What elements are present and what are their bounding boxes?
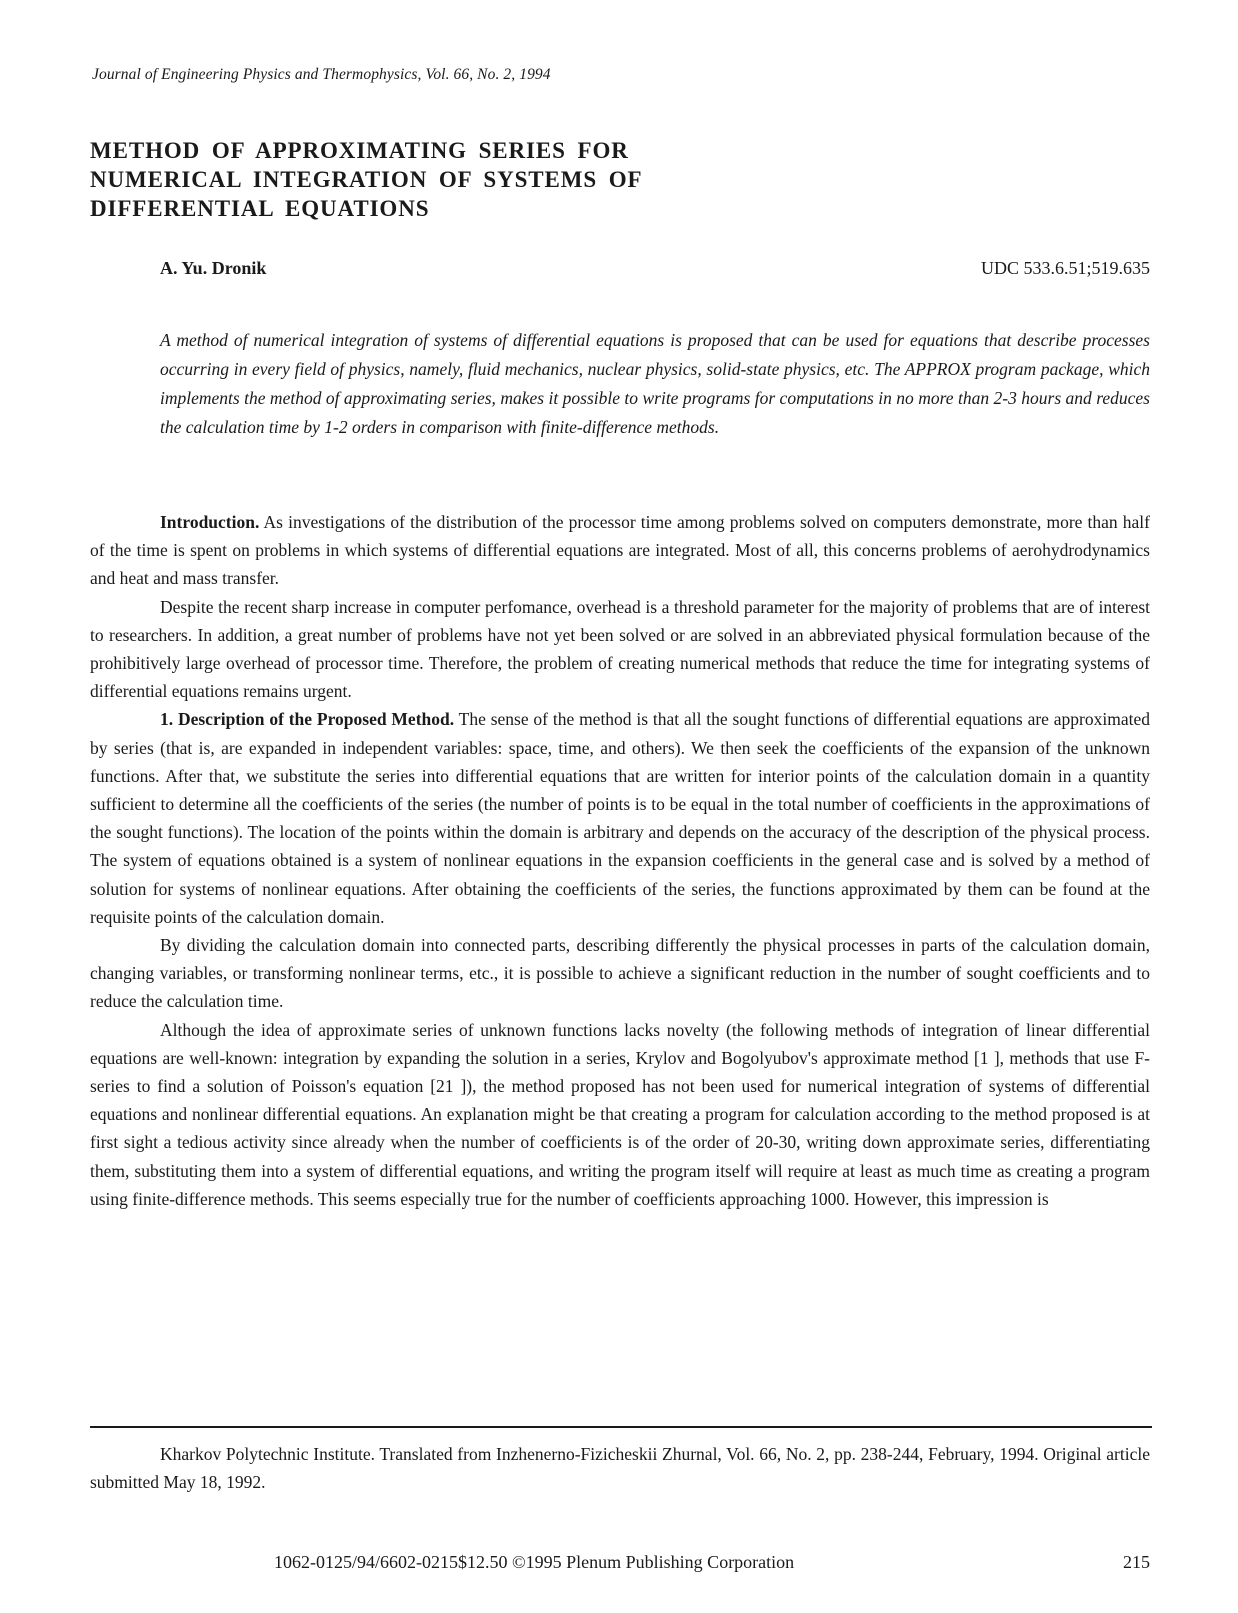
udc-code: UDC 533.6.51;519.635: [980, 258, 1150, 278]
article-title: METHOD OF APPROXIMATING SERIES FOR NUMERICAL INTEGRATION OF SYSTEMS OF DIFFERENTIAL EQUATIONS: [90, 138, 643, 221]
publication-code: 1062-0125/94/6602-0215$12.50 ©1995 Plenum Publishing Corporation: [274, 1552, 795, 1572]
body-paragraph-2: Despite the recent sharp increase in computer perfomance, overhead is a threshold parameter for the majority of problems that are of interest to researchers. In addition, a great number of problems have not yet been solved or are solved in an abbreviated physical formulation because of the prohibitively large overhead of processor time. Therefore, the problem of creating numerical methods that reduce the time for integrating systems of differential equations remains urgent.: [90, 596, 1150, 702]
abstract: A method of numerical integration of systems of differential equations is proposed that can be used for equations that describe processes occurring in every field of physics, namely, fluid mechanics, nuclear physics, solid-state physics, etc. The APPROX program package, which implements the method of approximating series, makes it possible to write programs for computations in no more than 2-3 hours and reduces the calculation time by 1-2 orders in comparison with finite-difference methods.: [160, 330, 1150, 437]
body-paragraph-5: Although the idea of approximate series of unknown functions lacks novelty (the following methods of integration of linear differential equations are well-known: integration by expanding the solution in a series, Krylov and Bogolyubov's approximate method [1 ], methods that use F-series to find a solution of Poisson's equation [21 ]), the method proposed has not been used for numerical integration of systems of differential equations and nonlinear differential equations. An explanation might be that creating a program for calculation according to the method proposed is at first sight a tedious activity since already when the number of coefficients is of the order of 20-30, writing down approximate series, differentiating them, substituting them into a system of differential equations, and writing the program itself will require at least as much time as creating a program using finite-difference methods. This seems especially true for the number of coefficients approaching 1000. However, this impression is: [90, 1019, 1150, 1209]
footnote: Kharkov Polytechnic Institute. Translated from Inzhenerno-Fizicheskii Zhurnal, Vol. 66, No. 2, pp. 238-244, February, 1994. Original article submitted May 18, 1992.: [90, 1444, 1150, 1492]
introduction-heading: Introduction.: [160, 512, 260, 532]
section-1-text: The sense of the method is that all the sought functions of differential equations are approximated by series (that is, are expanded in independent variables: space, time, and others). We then seek the coefficients of the expansion of the unknown functions. After that, we substitute the series into differential equations that are written for interior points of the calculation domain in a quantity sufficient to determine all the coefficients of the series (the number of points is to be equal in the total number of coefficients in the approximations of the sought functions). The location of the points within the domain is arbitrary and depends on the accuracy of the description of the physical process. The system of equations obtained is a system of nonlinear equations in the expansion coefficients in the general case and is solved by a method of solution for systems of nonlinear equations. After obtaining the coefficients of the series, the functions approximated by them can be found at the requisite points of the calculation domain.: [90, 709, 1150, 927]
introduction-text: As investigations of the distribution of the processor time among problems solved on computers demonstrate, more than half of the time is spent on problems in which systems of differential equations are integrated. Most of all, this concerns problems of aerohydrodynamics and heat and mass transfer.: [90, 512, 1150, 589]
body-paragraph-4: By dividing the calculation domain into connected parts, describing differently the physical processes in parts of the calculation domain, changing variables, or transforming nonlinear terms, etc., it is possible to achieve a significant reduction in the number of sought coefficients and to reduce the calculation time.: [90, 935, 1150, 1012]
journal-citation: Journal of Engineering Physics and Thermophysics, Vol. 66, No. 2, 1994: [92, 66, 551, 83]
section-1-heading: 1. Description of the Proposed Method.: [160, 709, 455, 730]
article-page: [90, 0, 1150, 1613]
footnote-divider: [90, 1426, 1152, 1428]
page-number: 215: [1123, 1552, 1150, 1572]
article-body: [90, 508, 1150, 1213]
introduction-paragraph: [90, 508, 1150, 593]
section-1-paragraph: [90, 705, 1150, 931]
author-name: A. Yu. Dronik: [160, 258, 267, 278]
